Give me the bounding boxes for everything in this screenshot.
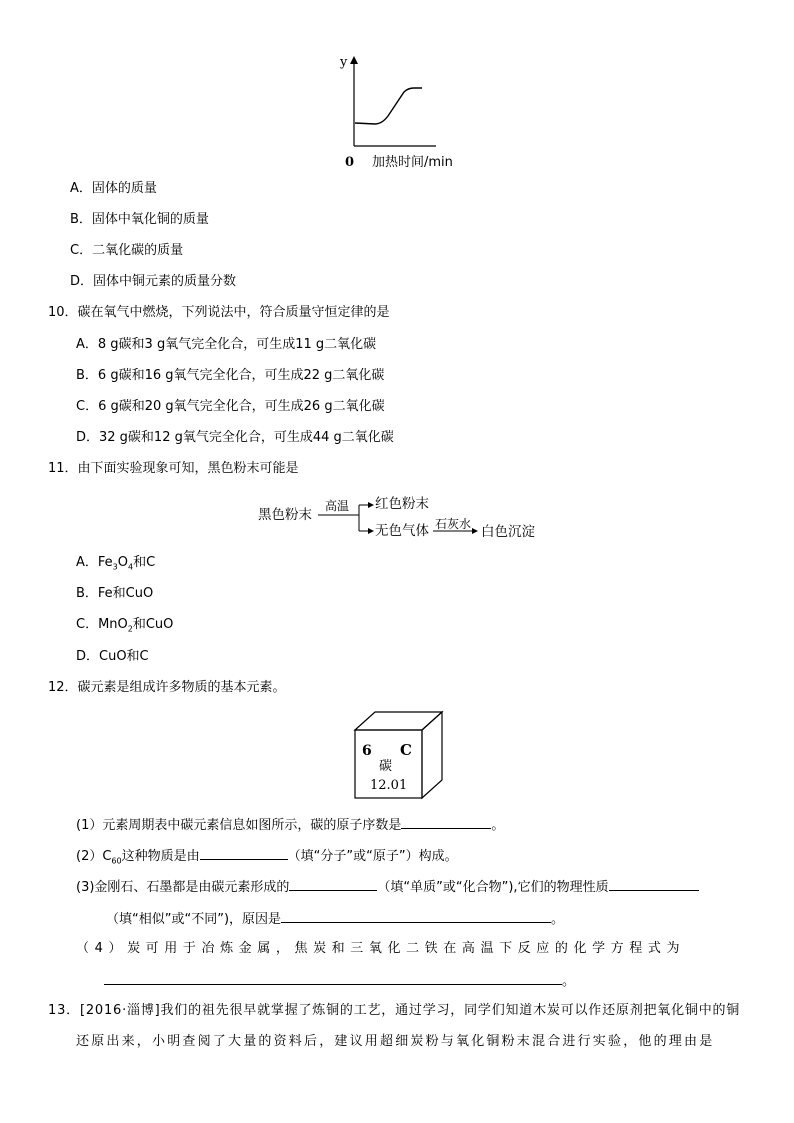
flow-arrows — [255, 494, 555, 544]
answer-blank-6[interactable] — [104, 972, 562, 985]
q12-part1: (1）元素周期表中碳元素信息如图所示，碳的原子序数是 。 — [76, 818, 505, 833]
q9-option-a: A．固体的质量 — [70, 181, 157, 196]
q13-line2: 还原出来，小明查阅了大量的资料后，建议用超细炭粉与氧化铜粉末混合进行实验，他的理由是 — [76, 1034, 715, 1049]
q9-option-d: D．固体中铜元素的质量分数 — [70, 274, 237, 289]
element-name: 碳 — [379, 759, 393, 774]
graph-curve — [355, 88, 422, 124]
q13-line1: 13．[2016·淄博]我们的祖先很早就掌握了炼铜的工艺，通过学习，同学们知道木炭可以作还原剂把氧化铜中的铜 — [48, 1003, 741, 1018]
answer-blank-2[interactable] — [200, 847, 288, 860]
element-mass: 12.01 — [370, 778, 408, 793]
answer-blank-5[interactable] — [281, 910, 551, 923]
q9-option-b: B．固体中氧化铜的质量 — [70, 212, 209, 227]
graph-y-label: y — [340, 55, 348, 70]
element-number: 6 — [362, 743, 372, 759]
answer-blank-1[interactable] — [401, 816, 491, 829]
q12-part4-cont: 。 — [104, 972, 575, 990]
element-symbol: C — [400, 741, 412, 759]
q12-part3-cont: （填“相似”或“不同”)，原因是 。 — [106, 912, 565, 927]
flow-product3: 白色沉淀 — [481, 524, 535, 540]
q12-stem: 12．碳元素是组成许多物质的基本元素。 — [48, 680, 286, 695]
flow-cond1: 高温 — [325, 499, 350, 513]
q9-option-c: C．二氧化碳的质量 — [70, 243, 184, 258]
q11-option-b: B．Fe和CuO — [76, 586, 154, 601]
q12-part4: （4）炭可用于冶炼金属，焦炭和三氧化二铁在高温下反应的化学方程式为 — [76, 941, 686, 956]
q11-option-a: A．$Fe_3O_4$和C — [76, 555, 156, 572]
q12-part3: (3)金刚石、石墨都是由碳元素形成的 （填“单质”或“化合物”),它们的物理性质 — [76, 878, 699, 896]
graph-origin-label: 0 — [345, 155, 355, 170]
graph-y-arrow — [350, 56, 358, 64]
q10-option-d: D．32 g碳和12 g氧气完全化合，可生成44 g二氧化碳 — [76, 430, 394, 445]
q10-stem: 10．碳在氧气中燃烧，下列说法中，符合质量守恒定律的是 — [48, 305, 390, 320]
graph-x-label: 加热时间/min — [372, 155, 453, 170]
q11-option-d: D．CuO和C — [76, 649, 149, 664]
flow-product2: 无色气体 — [375, 523, 429, 539]
q11-flow-diagram — [255, 494, 555, 544]
flow-start: 黑色粉末 — [258, 507, 312, 523]
flow-cond2: 石灰水 — [435, 517, 472, 531]
q10-option-c: C．6 g碳和20 g氧气完全化合，可生成26 g二氧化碳 — [76, 399, 385, 414]
heating-graph — [330, 50, 470, 172]
q10-option-a: A．8 g碳和3 g氧气完全化合，可生成11 g二氧化碳 — [76, 337, 377, 352]
q11-stem: 11．由下面实验现象可知，黑色粉末可能是 — [48, 461, 299, 476]
q12-part2: $(2)C_{60}$这种物质是由 （填“分子”或“原子”）构成。 — [76, 849, 458, 866]
flow-product1: 红色粉末 — [375, 496, 429, 512]
answer-blank-4[interactable] — [609, 878, 699, 891]
q11-option-c: C．MnO$_2$和CuO — [76, 617, 174, 634]
carbon-element-cube — [350, 710, 446, 802]
q10-option-b: B．6 g碳和16 g氧气完全化合，可生成22 g二氧化碳 — [76, 368, 385, 383]
answer-blank-3[interactable] — [289, 878, 377, 891]
